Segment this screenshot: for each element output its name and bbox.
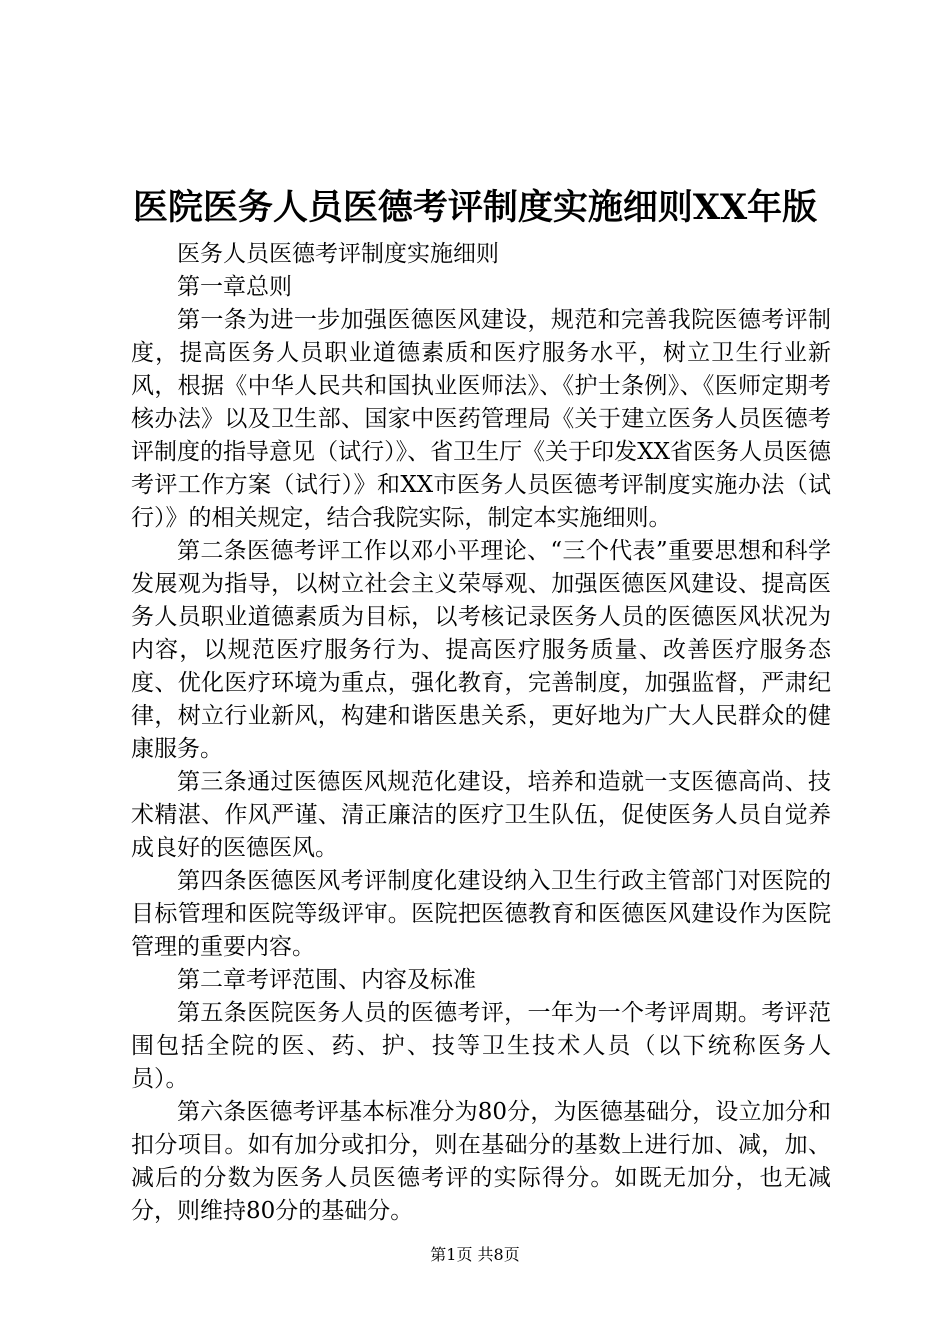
article-paragraph: 第五条医院医务人员的医德考评，一年为一个考评周期。考评范围包括全院的医、药、护、技等卫生技术人员（以下统称医务人员）。: [131, 1000, 831, 1092]
article-paragraph: 第三条通过医德医风规范化建设，培养和造就一支医德高尚、技术精湛、作风严谨、清正廉洁的医疗卫生队伍，促使医务人员自觉养成良好的医德医风。: [131, 769, 831, 861]
subtitle-paragraph: 医务人员医德考评制度实施细则: [177, 241, 499, 267]
page-footer: 第1页 共8页: [430, 1245, 520, 1264]
article-paragraph: 第一条为进一步加强医德医风建设，规范和完善我院医德考评制度，提高医务人员职业道德素质和医疗服务水平，树立卫生行业新风，根据《中华人民共和国执业医师法》、《护士条例》、《医师定期考核办法》以及卫生部、国家中医药管理局《关于建立医务人员医德考评制度的指导意见（试行）》、省卫生厅《关于印发XX省医务人员医德考评工作方案（试行）》和XX市医务人员医德考评制度实施办法（试行）》的相关规定，结合我院实际，制定本实施细则。: [131, 307, 831, 531]
chapter-heading: 第二章考评范围、内容及标准: [177, 967, 476, 993]
document-title: 医院医务人员医德考评制度实施细则XX年版: [132, 187, 818, 228]
article-paragraph: 第四条医德医风考评制度化建设纳入卫生行政主管部门对医院的目标管理和医院等级评审。医院把医德教育和医德医风建设作为医院管理的重要内容。: [131, 868, 831, 960]
article-paragraph: 第二条医德考评工作以邓小平理论、“三个代表”重要思想和科学发展观为指导，以树立社会主义荣辱观、加强医德医风建设、提高医务人员职业道德素质为目标，以考核记录医务人员的医德医风状况为内容，以规范医疗服务行为、提高医疗服务质量、改善医疗服务态度、优化医疗环境为重点，强化教育，完善制度，加强监督，严肃纪律，树立行业新风，构建和谐医患关系，更好地为广大人民群众的健康服务。: [131, 538, 831, 762]
article-paragraph: 第六条医德考评基本标准分为80分，为医德基础分，设立加分和扣分项目。如有加分或扣分，则在基础分的基数上进行加、减，加、减后的分数为医务人员医德考评的实际得分。如既无加分，也无减分，则维持80分的基础分。: [131, 1099, 831, 1224]
chapter-heading: 第一章总则: [177, 274, 292, 300]
document-body: [131, 238, 831, 1228]
